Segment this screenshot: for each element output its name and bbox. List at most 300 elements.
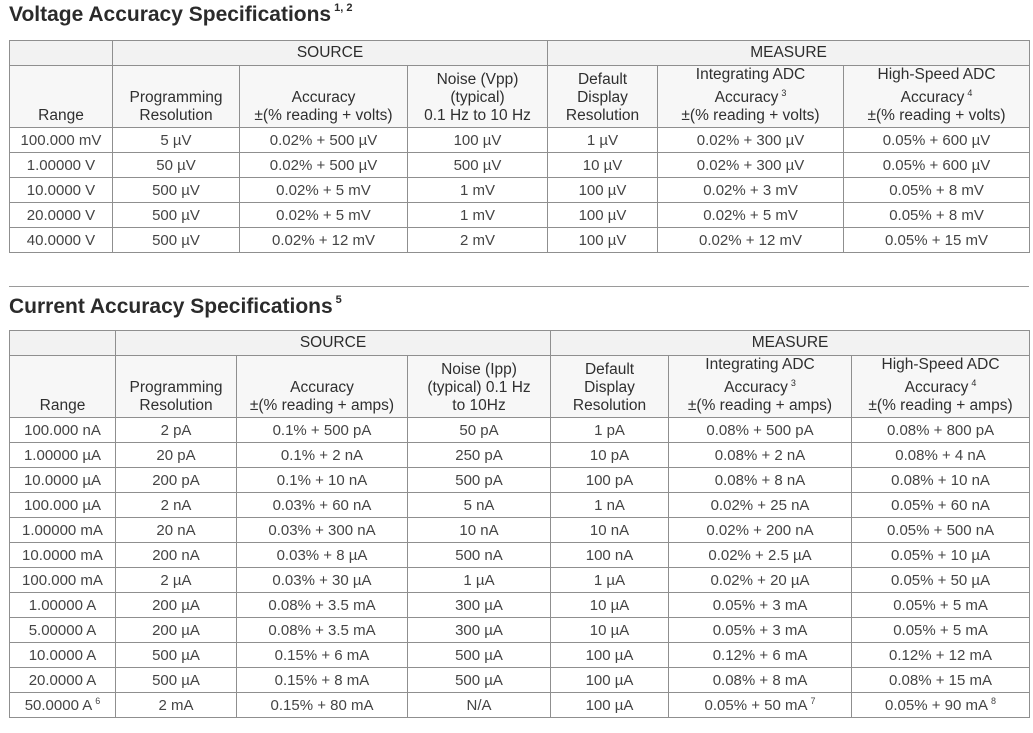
table-cell [10,593,116,618]
cell-value: 1 nA [594,496,625,514]
current-col-header-2 [237,356,408,418]
voltage-spec-table [9,40,1030,253]
cell-value: 10.0000 V [26,181,96,199]
cell-value: 1 µA [593,571,626,589]
table-cell [237,443,408,468]
cell-value: 20 pA [156,446,196,464]
table-cell [852,418,1030,443]
table-cell [408,418,551,443]
column-header-line: High-Speed ADC [877,66,996,83]
table-cell [408,518,551,543]
table-cell [669,543,852,568]
current-group-source: SOURCE [116,331,551,356]
cell-value: 500 µA [455,646,503,664]
column-header-text: Accuracy [714,89,779,107]
table-cell [237,543,408,568]
cell-value: 5 µV [160,131,192,149]
cell-value: 500 pA [455,471,503,489]
cell-value: 200 nA [152,546,200,564]
column-header-line: (typical) 0.1 Hz [427,379,531,397]
column-header-line: Resolution [565,107,640,125]
cell-value: 0.05% + 50 mA [704,697,808,715]
table-cell [408,643,551,668]
cell-value: 100 µV [578,206,627,224]
cell-value: 50 µV [156,156,196,174]
cell-value: 20 nA [156,521,196,539]
cell-value: 0.05% + 3 mA [712,621,808,639]
column-header-line: Resolution [139,397,213,415]
voltage-col-header-3 [408,66,548,128]
cell-value: 0.05% + 500 nA [886,521,995,539]
column-header-line: Integrating ADC [705,356,815,373]
table-cell [551,443,669,468]
table-row [10,543,1030,568]
table-cell [10,693,116,718]
table-cell [237,568,408,593]
table-cell [548,203,658,228]
table-cell [116,568,237,593]
cell-value: 0.02% + 5 mV [276,206,371,224]
table-cell [10,493,116,518]
table-cell [237,418,408,443]
column-header-line: ±(% reading + volts) [867,107,1006,125]
column-header-line: Noise (Ipp) [441,361,517,379]
table-cell [10,153,113,178]
cell-value: 0.05% + 90 mA [885,697,989,715]
cell-value: 0.03% + 30 µA [272,571,372,589]
column-header-line: ±(% reading + amps) [249,397,395,415]
table-cell [116,643,237,668]
cell-value: 0.1% + 500 pA [272,421,372,439]
table-cell [408,618,551,643]
cell-value: 10 µA [589,621,630,639]
column-header-line: Accuracy [290,379,354,397]
cell-value: 10 nA [589,521,630,539]
cell-value: 0.03% + 300 nA [268,521,376,539]
voltage-header-corner [10,41,113,66]
column-header-footnote: 3 [790,378,796,388]
cell-value: 10.0000 µA [23,471,102,489]
cell-value: 1 µV [586,131,619,149]
cell-value: 0.05% + 5 mA [893,596,988,614]
table-row [10,518,1030,543]
table-cell [240,178,408,203]
table-cell [408,203,548,228]
cell-value: 0.02% + 5 mV [703,206,798,224]
table-cell [551,543,669,568]
cell-value: 0.15% + 8 mA [274,671,370,689]
cell-value: 0.05% + 8 mV [889,206,984,224]
cell-value: 500 µA [152,671,200,689]
cell-value: 0.02% + 12 mV [272,231,375,249]
cell-value: 50.0000 A [24,697,93,715]
cell-value: 1.00000 V [26,156,96,174]
table-cell [669,693,852,718]
table-cell [669,443,852,468]
table-cell [116,468,237,493]
table-cell [237,493,408,518]
table-cell [551,518,669,543]
cell-value: 100.000 µA [23,496,102,514]
cell-value: 0.05% + 8 mV [889,181,984,199]
column-header-footnote: 4 [971,378,977,388]
cell-value: 0.02% + 300 µV [696,156,805,174]
column-header-line: High-Speed ADC [881,356,1000,373]
table-row [10,643,1030,668]
column-header-line: Programming [129,89,223,107]
cell-value: 0.15% + 80 mA [270,696,374,714]
table-cell [844,203,1030,228]
table-cell [852,593,1030,618]
cell-value: 0.05% + 600 µV [882,156,991,174]
cell-value: 0.05% + 600 µV [882,131,991,149]
cell-value: 1 pA [594,421,625,439]
table-cell [240,203,408,228]
cell-value: 100 µA [585,646,634,664]
table-cell [551,643,669,668]
cell-value: 0.15% + 6 mA [274,646,370,664]
table-cell [237,668,408,693]
cell-value: 2 mV [460,231,496,249]
cell-value: 0.02% + 500 µV [269,131,378,149]
table-cell [658,178,844,203]
cell-value: 2 mA [158,696,194,714]
cell-value: N/A [466,696,492,714]
table-cell [116,543,237,568]
voltage-col-header-0 [10,66,113,128]
cell-value: 10 nA [459,521,499,539]
table-cell [669,618,852,643]
cell-value: 200 µA [152,621,200,639]
table-cell [551,593,669,618]
table-cell [551,568,669,593]
cell-value: 40.0000 V [26,231,96,249]
current-col-header-6 [852,356,1030,418]
voltage-col-header-4 [548,66,658,128]
cell-value: 0.05% + 15 mV [885,231,989,249]
table-cell [548,153,658,178]
column-header-footnote: 4 [967,88,973,98]
cell-value: 0.02% + 500 µV [269,156,378,174]
current-col-header-0 [10,356,116,418]
table-cell [844,178,1030,203]
table-cell [408,228,548,253]
column-header-text: Accuracy [724,379,788,397]
cell-value: 10.0000 A [28,646,97,664]
table-row [10,443,1030,468]
column-header-line: Default [584,361,635,379]
cell-value: 0.02% + 200 nA [706,521,814,539]
cell-value: 500 µA [152,646,200,664]
cell-value: 0.1% + 10 nA [276,471,368,489]
current-col-header-1 [116,356,237,418]
cell-value: 250 pA [455,446,503,464]
table-cell [113,178,240,203]
table-cell [408,543,551,568]
table-cell [10,618,116,643]
table-row [10,568,1030,593]
cell-value: 5 nA [463,496,495,514]
voltage-col-header-5 [658,66,844,128]
cell-value: 2 nA [160,496,192,514]
cell-footnote: 6 [95,696,101,707]
table-cell [852,493,1030,518]
cell-value: 20.0000 V [26,206,96,224]
table-cell [852,693,1030,718]
table-cell [237,593,408,618]
table-cell [551,418,669,443]
table-cell [116,593,237,618]
table-cell [669,568,852,593]
column-header-line: to 10Hz [452,397,506,415]
cell-value: 0.02% + 3 mV [703,181,798,199]
table-cell [10,468,116,493]
cell-value: 0.05% + 3 mA [712,596,808,614]
column-header-line: Programming [129,379,223,397]
table-cell [240,153,408,178]
current-col-header-3 [408,356,551,418]
cell-value: 0.05% + 60 nA [891,496,990,514]
table-cell [844,128,1030,153]
table-cell [408,178,548,203]
table-cell [408,153,548,178]
column-header-footnote: 3 [781,88,787,98]
table-cell [852,668,1030,693]
table-row [10,693,1030,718]
table-cell [408,593,551,618]
table-cell [10,443,116,468]
table-cell [658,228,844,253]
table-cell [844,228,1030,253]
table-cell [237,643,408,668]
cell-value: 0.1% + 2 nA [280,446,364,464]
column-header-line: ±(% reading + volts) [681,107,820,125]
cell-value: 1.00000 A [28,596,97,614]
table-cell [669,468,852,493]
cell-value: 0.08% + 3.5 mA [268,621,376,639]
table-cell [237,468,408,493]
table-cell [551,693,669,718]
cell-value: 0.05% + 50 µA [890,571,991,589]
cell-value: 0.12% + 6 mA [712,646,808,664]
table-cell [408,668,551,693]
cell-value: 0.02% + 12 mV [699,231,802,249]
table-row [10,178,1030,203]
table-cell [237,518,408,543]
table-cell [113,228,240,253]
cell-value: 0.02% + 5 mV [276,181,371,199]
cell-value: 100.000 mA [22,571,103,589]
table-cell [240,128,408,153]
voltage-title-text: Voltage Accuracy Specifications [9,3,332,26]
voltage-section-title [9,3,352,27]
column-header-text: Accuracy [900,89,965,107]
cell-value: 5.00000 A [28,621,97,639]
table-row [10,203,1030,228]
column-header-line: Range [39,397,86,415]
column-header-line: Default [577,71,628,89]
cell-value: 500 µV [152,231,200,249]
cell-value: 10 pA [589,446,630,464]
cell-value: 1.00000 µA [23,446,102,464]
column-header-line: Resolution [139,107,213,125]
table-cell [852,518,1030,543]
table-cell [116,618,237,643]
cell-value: 20.0000 A [28,671,97,689]
table-row [10,668,1030,693]
column-header-line: Resolution [572,397,647,415]
table-cell [113,128,240,153]
table-cell [10,643,116,668]
table-cell [548,228,658,253]
cell-value: 0.08% + 4 nA [895,446,986,464]
table-cell [852,443,1030,468]
column-header-line: (typical) [450,89,505,107]
column-header-line [852,374,1029,397]
table-cell [669,518,852,543]
column-header-line: ±(% reading + amps) [687,397,833,415]
column-header-line: Range [38,107,84,125]
current-col-header-5 [669,356,852,418]
table-cell [408,468,551,493]
cell-value: 2 pA [160,421,192,439]
voltage-title-footnote: 1, 2 [334,2,353,14]
current-section-title [9,295,342,319]
cell-value: 1 µA [463,571,495,589]
table-cell [10,543,116,568]
cell-value: 10 µV [582,156,623,174]
column-header-text: Accuracy [904,379,969,397]
table-cell [551,668,669,693]
voltage-col-header-6 [844,66,1030,128]
table-cell [116,518,237,543]
cell-value: 500 µV [453,156,502,174]
cell-value: 500 µA [455,671,503,689]
cell-value: 0.02% + 300 µV [696,131,805,149]
cell-value: 100 pA [585,471,634,489]
table-cell [237,693,408,718]
table-cell [408,693,551,718]
column-header-line: 0.1 Hz to 10 Hz [424,107,531,125]
table-cell [658,203,844,228]
cell-value: 0.08% + 8 mA [712,671,808,689]
cell-value: 200 µA [152,596,200,614]
current-spec-table [9,330,1030,718]
cell-value: 0.08% + 10 nA [891,471,990,489]
cell-value: 1.00000 mA [22,521,103,539]
cell-value: 0.08% + 2 nA [714,446,806,464]
table-cell [10,128,113,153]
cell-value: 500 nA [455,546,503,564]
voltage-col-header-2 [240,66,408,128]
table-row [10,128,1030,153]
table-cell [408,568,551,593]
cell-value: 100 µV [578,181,627,199]
table-row [10,418,1030,443]
column-header-line: ±(% reading + amps) [868,397,1013,415]
table-cell [10,568,116,593]
current-title-footnote: 5 [335,294,342,306]
cell-value: 300 µA [455,596,503,614]
table-cell [852,618,1030,643]
cell-value: 2 µA [160,571,192,589]
column-header-line: Noise (Vpp) [436,71,519,89]
table-cell [551,618,669,643]
table-cell [116,693,237,718]
cell-value: 0.08% + 8 nA [714,471,806,489]
cell-value: 0.05% + 5 mA [893,621,988,639]
cell-value: 500 µV [152,206,200,224]
cell-value: 100 µA [585,671,634,689]
cell-value: 10.0000 mA [22,546,103,564]
table-cell [10,518,116,543]
table-cell [852,568,1030,593]
cell-value: 50 pA [459,421,499,439]
current-col-header-4 [551,356,669,418]
table-cell [669,593,852,618]
voltage-group-measure: MEASURE [548,41,1030,66]
current-group-measure: MEASURE [551,331,1030,356]
cell-value: 1 mV [460,206,496,224]
table-cell [10,228,113,253]
table-cell [10,418,116,443]
column-header-line: Integrating ADC [695,66,806,83]
cell-value: 0.02% + 2.5 µA [708,546,812,564]
table-cell [669,418,852,443]
table-cell [852,643,1030,668]
column-header-line [658,84,843,107]
table-cell [548,178,658,203]
cell-value: 100 µA [585,696,634,714]
cell-value: 10 µA [589,596,630,614]
table-cell [240,228,408,253]
cell-value: 0.12% + 12 mA [889,646,993,664]
table-cell [408,493,551,518]
table-cell [116,443,237,468]
table-cell [658,153,844,178]
table-row [10,493,1030,518]
table-row [10,228,1030,253]
table-cell [408,443,551,468]
cell-value: 0.08% + 3.5 mA [268,596,376,614]
voltage-col-header-1 [113,66,240,128]
table-cell [10,203,113,228]
column-header-line: Accuracy [291,89,356,107]
cell-value: 100 µV [578,231,627,249]
voltage-group-source: SOURCE [113,41,548,66]
table-cell [852,543,1030,568]
table-cell [113,203,240,228]
table-row [10,153,1030,178]
table-row [10,618,1030,643]
table-cell [10,668,116,693]
cell-value: 0.05% + 10 µA [890,546,991,564]
table-cell [658,128,844,153]
table-cell [548,128,658,153]
cell-value: 0.02% + 25 nA [710,496,810,514]
table-cell [116,668,237,693]
cell-value: 0.03% + 8 µA [276,546,368,564]
column-header-line: Display [577,89,628,107]
column-header-line [844,84,1029,107]
table-cell [237,618,408,643]
table-cell [669,493,852,518]
column-header-line: ±(% reading + volts) [254,107,393,125]
table-cell [116,493,237,518]
table-cell [551,468,669,493]
cell-value: 100.000 mV [20,131,102,149]
section-divider [9,286,1029,287]
